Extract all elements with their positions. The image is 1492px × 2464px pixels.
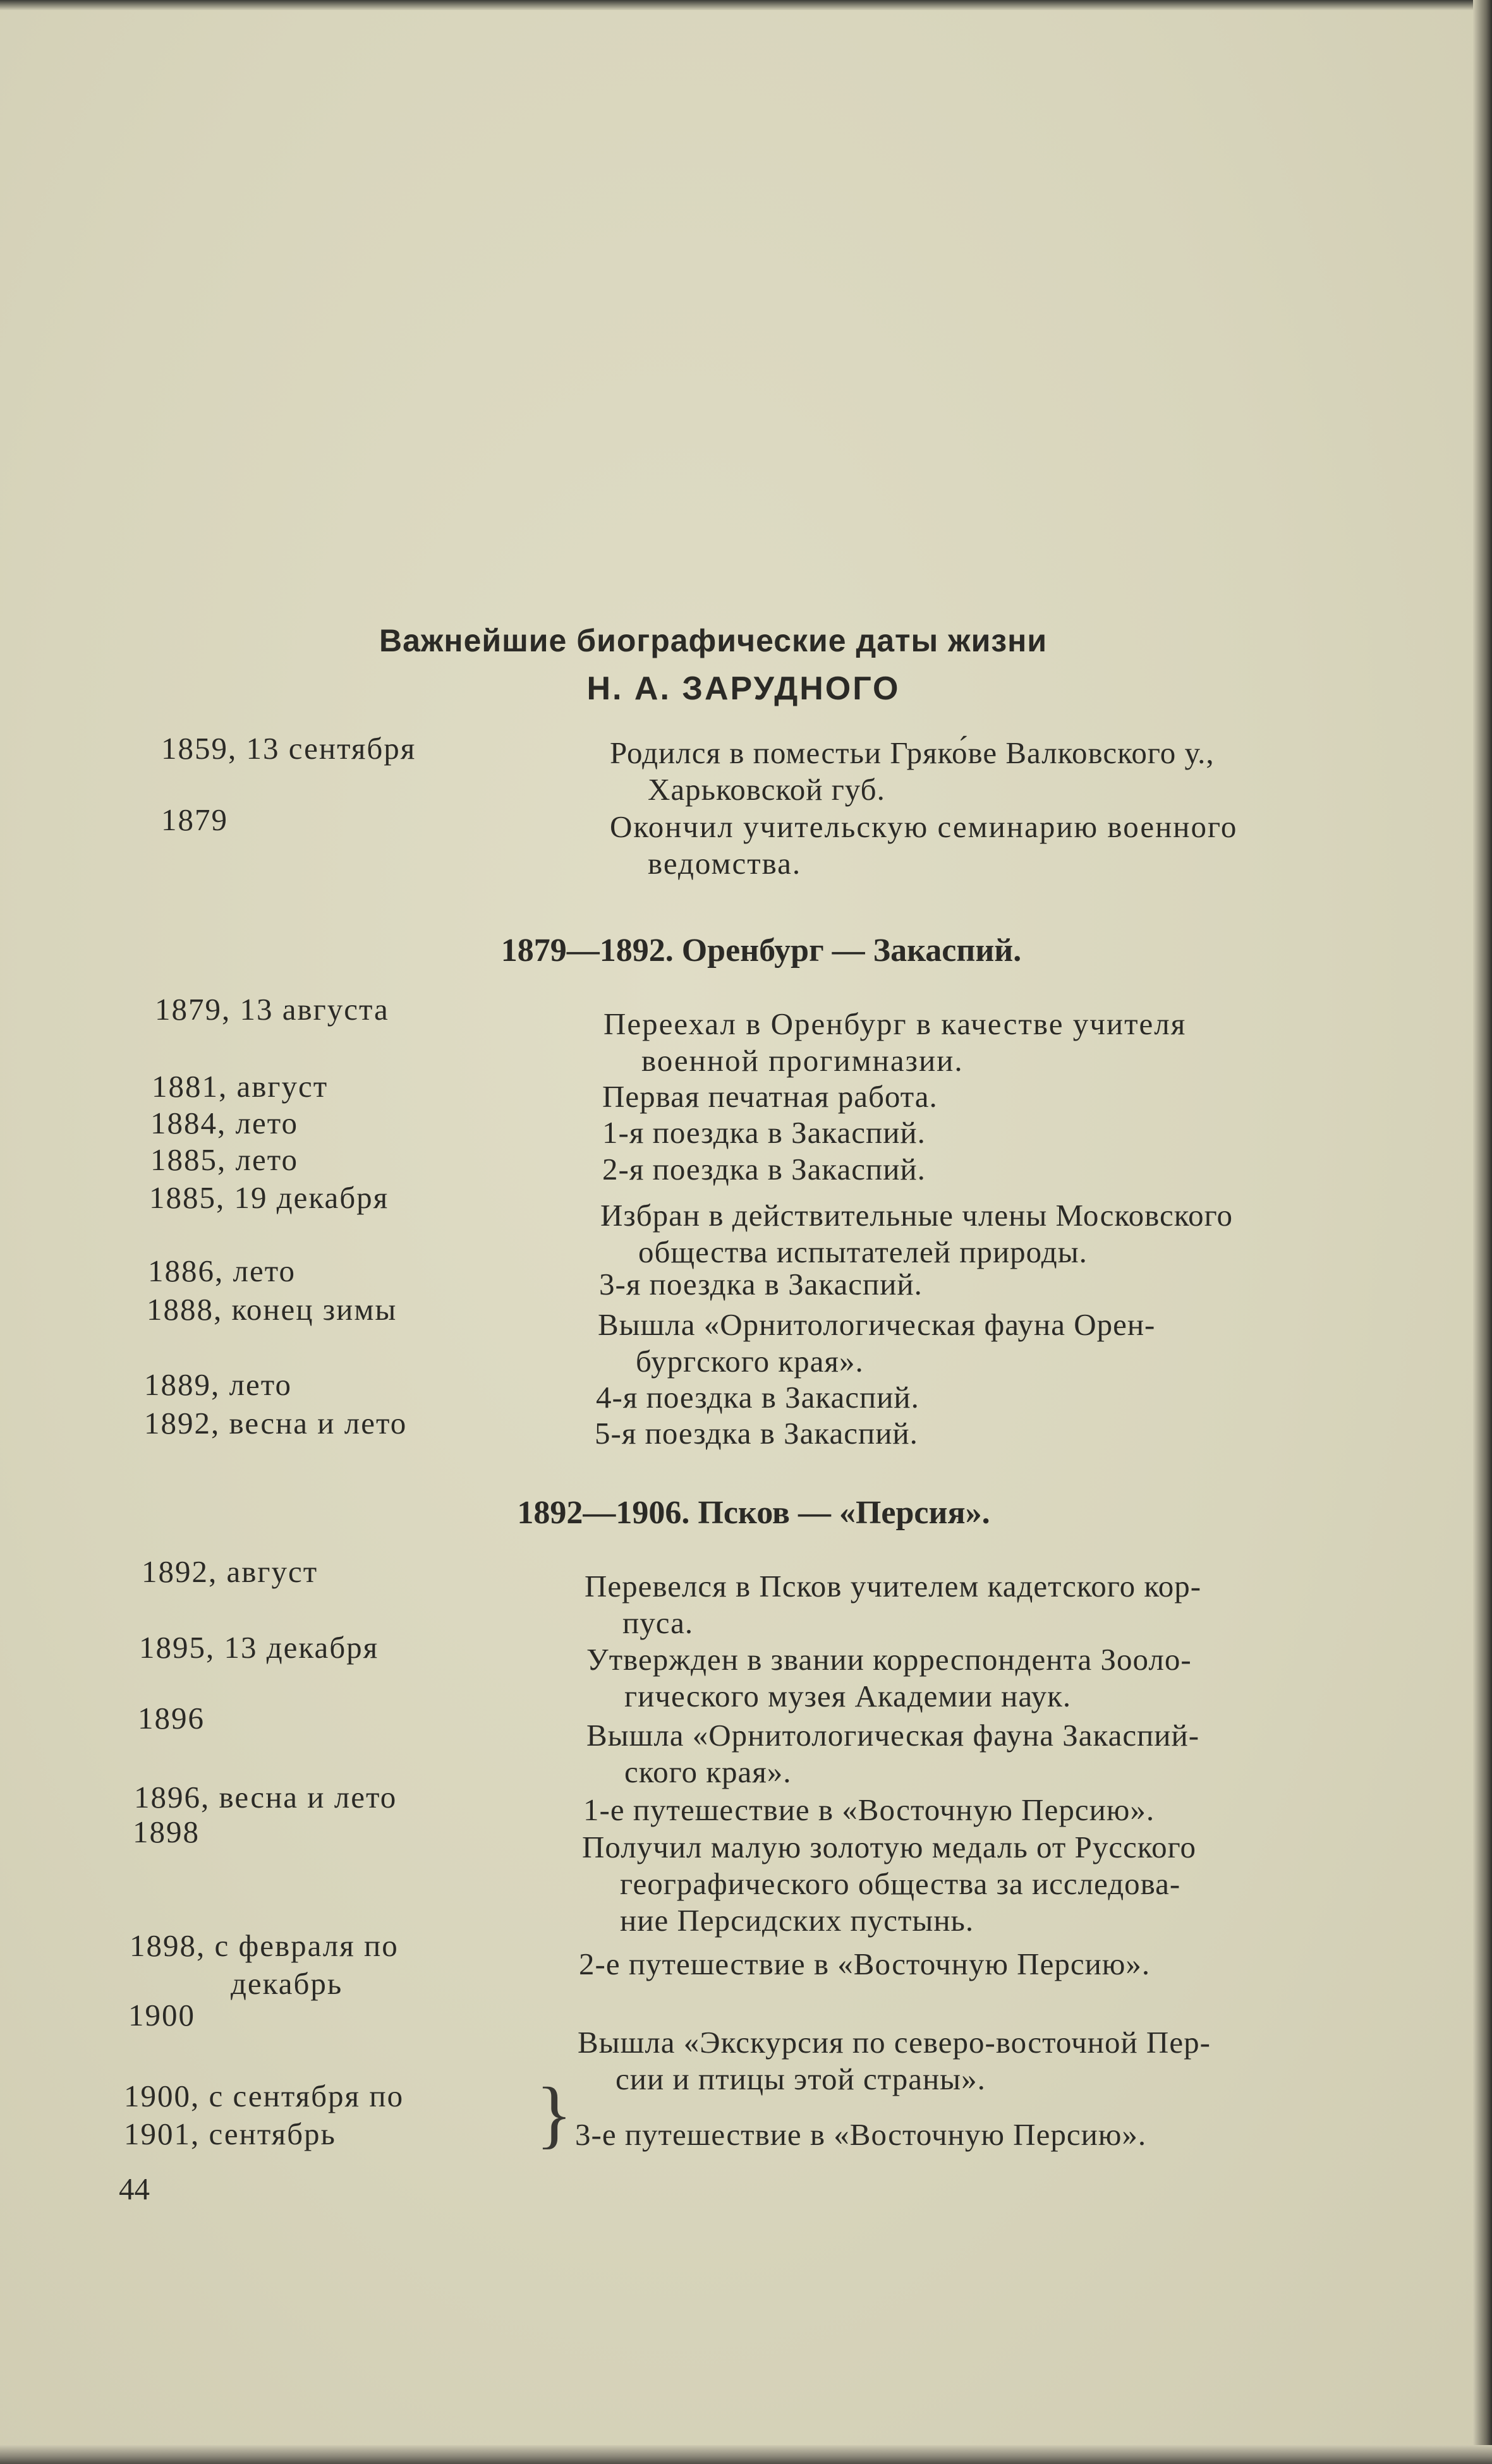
date-line: 1895, 13 декабря bbox=[139, 1630, 379, 1665]
event-line: Избран в действительные члены Московского bbox=[600, 1198, 1233, 1233]
section-1-event bbox=[602, 1078, 938, 1115]
event-line: общества испытателей природы. bbox=[638, 1235, 1088, 1269]
event-line: ского края». bbox=[624, 1754, 792, 1789]
event-line: 2-е путешествие в «Восточную Персию». bbox=[579, 1947, 1151, 1981]
curly-brace-icon: } bbox=[536, 2072, 573, 2156]
section-2-event bbox=[579, 1946, 1150, 1983]
date-line: 1898 bbox=[133, 1815, 200, 1849]
section-2-date bbox=[134, 1779, 397, 1816]
date-line: 1900, с сентября по bbox=[124, 2079, 404, 2113]
event-line: бургского края». bbox=[636, 1344, 864, 1379]
event-line: гического музея Академии наук. bbox=[624, 1679, 1072, 1713]
event-line: 2-я поездка в Закаспий. bbox=[602, 1152, 926, 1187]
section-1-event bbox=[596, 1379, 919, 1416]
date-line: 1892, август bbox=[142, 1554, 318, 1589]
date-line: 1896, весна и лето bbox=[134, 1780, 397, 1815]
event-line: 3-е путешествие в «Восточную Персию». bbox=[575, 2117, 1147, 2152]
section-2-event bbox=[586, 1717, 1199, 1791]
section-2-title: 1892—1906. Псков — «Персия». bbox=[517, 1495, 990, 1531]
section-1-date: 1884, лето bbox=[150, 1106, 298, 1140]
page-edge-right bbox=[1473, 0, 1492, 2464]
date-line: 1898, с февраля по bbox=[130, 1928, 399, 1963]
section-2-date bbox=[138, 1700, 205, 1737]
heading-line-2 bbox=[0, 670, 1492, 708]
heading-line-1: Важнейшие биографические даты жизни bbox=[379, 623, 1048, 658]
section-2-event bbox=[583, 1792, 1155, 1828]
date-line: 1901, сентябрь bbox=[124, 2117, 336, 2151]
event-line: пуса. bbox=[622, 1605, 694, 1640]
intro-date-2: 1879 bbox=[161, 802, 228, 837]
event-line: Перевелся в Псков учителем кадетского кор- bbox=[585, 1569, 1202, 1603]
date-line: 1900 bbox=[128, 1998, 195, 2032]
event-line: ние Персидских пустынь. bbox=[620, 1903, 974, 1938]
section-1-event bbox=[598, 1307, 1155, 1380]
event-line: Вышла «Орнитологическая фауна Орен- bbox=[598, 1307, 1156, 1342]
section-2-date bbox=[124, 2077, 404, 2153]
section-1-date: 1879, 13 августа bbox=[155, 992, 389, 1027]
date-line: 1896 bbox=[138, 1701, 205, 1736]
section-1-event bbox=[602, 1114, 926, 1151]
intro-event-2 bbox=[610, 809, 1237, 882]
event-line: Первая печатная работа. bbox=[602, 1079, 938, 1114]
event-line: географического общества за исследова- bbox=[620, 1866, 1181, 1901]
section-1-title: 1879—1892. Оренбург — Закаспий. bbox=[500, 933, 1022, 969]
section-2-date bbox=[128, 1996, 195, 2034]
section-2-event bbox=[582, 1829, 1196, 1939]
section-1-event bbox=[600, 1197, 1233, 1271]
page-edge-top bbox=[0, 0, 1492, 10]
section-1-date: 1885, 19 декабря bbox=[149, 1180, 389, 1215]
section-1-date: 1892, весна и лето bbox=[144, 1406, 408, 1440]
intro-event-1 bbox=[610, 735, 1215, 808]
section-2-event bbox=[586, 1641, 1192, 1715]
event-line: сии и птицы этой страны». bbox=[616, 2062, 986, 2096]
event-line: ведомства. bbox=[648, 846, 802, 881]
section-1-event bbox=[603, 1006, 1186, 1079]
event-line: Переехал в Оренбург в качестве учителя bbox=[603, 1006, 1187, 1041]
page-edge-bottom bbox=[0, 2445, 1492, 2464]
section-1-event bbox=[602, 1151, 926, 1188]
section-2-event bbox=[575, 2117, 1146, 2153]
section-1-event bbox=[595, 1415, 918, 1452]
event-line: Харьковской губ. bbox=[648, 772, 885, 807]
section-1-event bbox=[599, 1266, 923, 1303]
section-2-date bbox=[133, 1813, 200, 1851]
event-line: 4-я поездка в Закаспий. bbox=[596, 1380, 919, 1415]
section-2-date bbox=[130, 1927, 399, 2003]
section-2-event bbox=[578, 2024, 1211, 2098]
event-line: 1-я поездка в Закаспий. bbox=[602, 1115, 926, 1150]
event-line: 1-е путешествие в «Восточную Персию». bbox=[583, 1792, 1155, 1827]
section-1-date: 1881, август bbox=[152, 1069, 329, 1104]
event-line: Получил малую золотую медаль от Русского bbox=[582, 1830, 1197, 1864]
event-line: Вышла «Орнитологическая фауна Закаспий- bbox=[586, 1718, 1200, 1753]
page-number: 44 bbox=[119, 2171, 150, 2206]
event-line: военной прогимназии. bbox=[641, 1043, 964, 1078]
section-1-date: 1886, лето bbox=[148, 1253, 296, 1288]
section-1-date: 1889, лето bbox=[144, 1367, 292, 1402]
section-1-date: 1885, лето bbox=[150, 1142, 298, 1177]
section-2-date bbox=[142, 1553, 318, 1591]
heading-name: Н. А. ЗАРУДНОГО bbox=[586, 670, 901, 707]
section-1-date: 1888, конец зимы bbox=[147, 1292, 397, 1327]
event-line: 5-я поездка в Закаспий. bbox=[595, 1416, 918, 1451]
event-line: Родился в поместьи Гряко́ве Валковского у., bbox=[610, 735, 1215, 770]
intro-date-1: 1859, 13 сентября bbox=[161, 731, 416, 766]
section-2-date bbox=[139, 1629, 379, 1667]
section-2-event bbox=[585, 1568, 1201, 1641]
event-line: Вышла «Экскурсия по северо-восточной Пер- bbox=[578, 2025, 1211, 2060]
event-line: Утвержден в звании корреспондента Зооло- bbox=[586, 1642, 1192, 1677]
event-line: 3-я поездка в Закаспий. bbox=[599, 1267, 923, 1301]
date-line: декабрь bbox=[231, 1966, 343, 2001]
event-line: Окончил учительскую семинарию военного bbox=[610, 809, 1238, 844]
